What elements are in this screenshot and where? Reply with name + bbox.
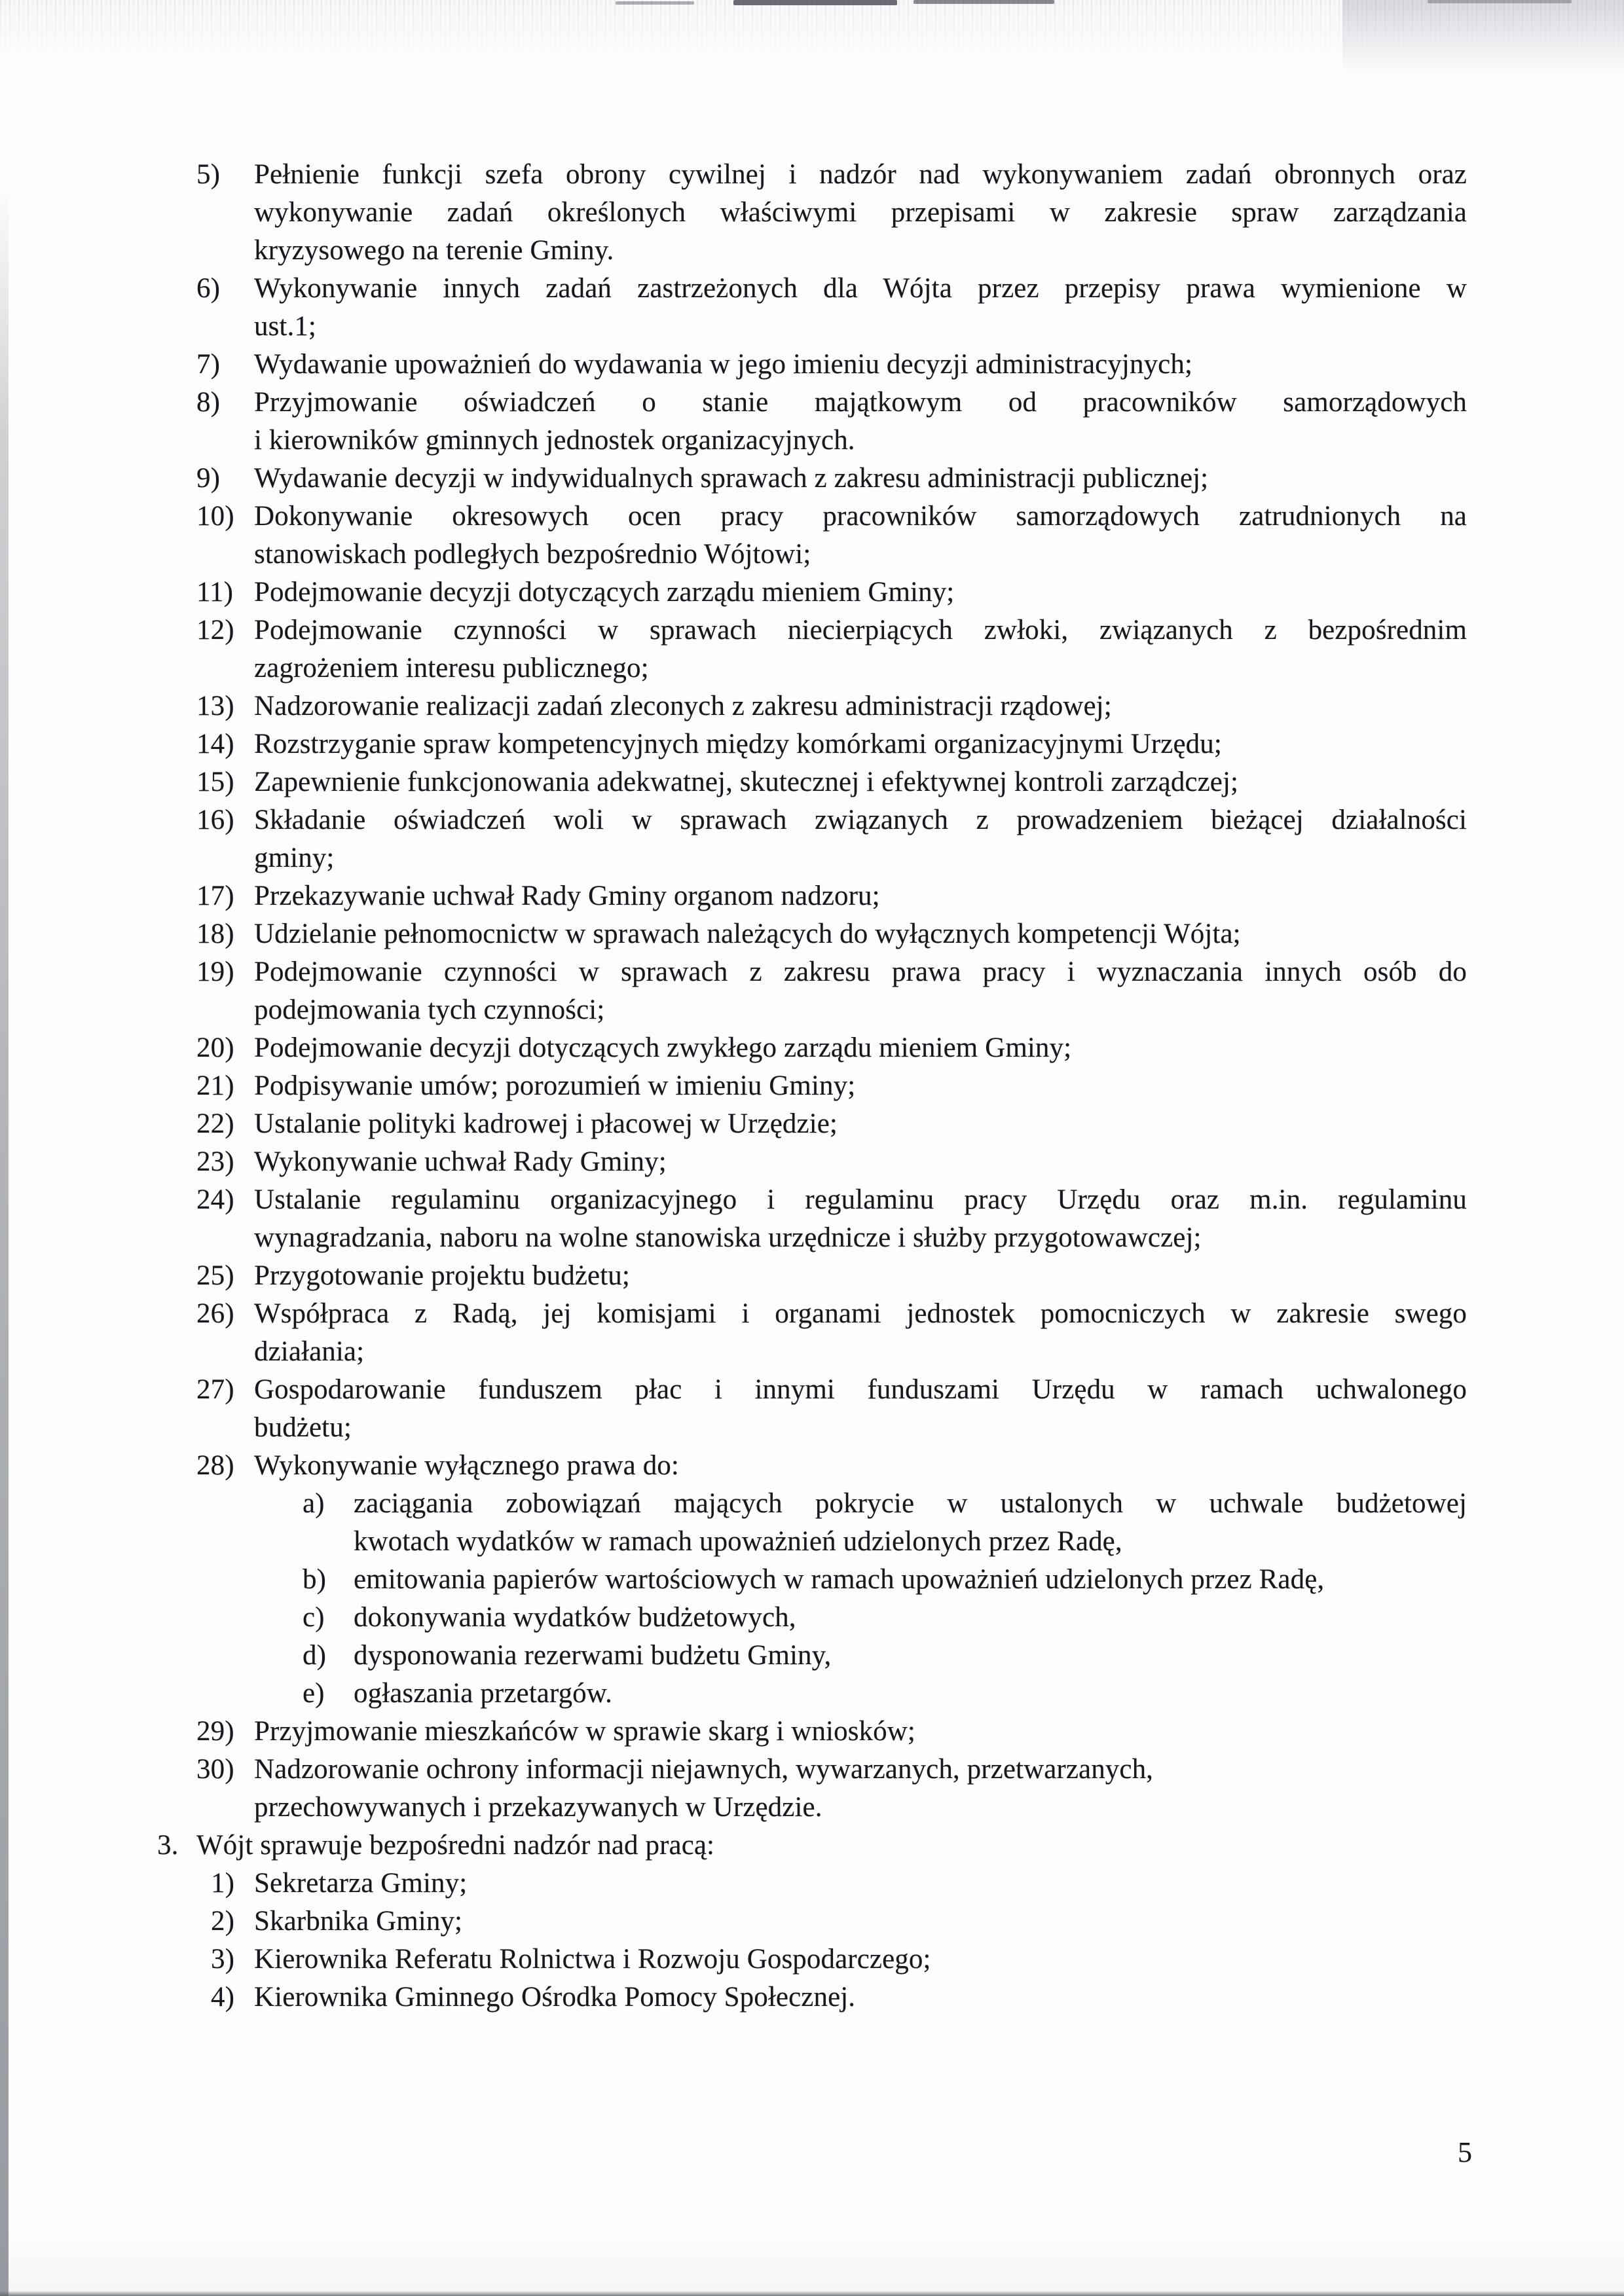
item-text: [254, 877, 1467, 915]
item-line: Kierownika Referatu Rolnictwa i Rozwoju Gospodarczego;: [254, 1944, 931, 1975]
item-line: Wydawanie decyzji w indywidualnych sprawach z zakresu administracji publicznej;: [254, 463, 1209, 494]
item-line: Udzielanie pełnomocnictw w sprawach należących do wyłącznych kompetencji Wójta;: [254, 919, 1241, 949]
item-marker: 6): [196, 273, 221, 304]
item-marker: 9): [196, 463, 221, 494]
item-text: [254, 1713, 1467, 1751]
item-text: [254, 1371, 1467, 1447]
item-text: [254, 1105, 1467, 1143]
scan-smudge: [913, 0, 1054, 4]
list-item: [0, 1941, 1467, 1978]
list-item: [0, 1713, 1467, 1751]
item-text: [254, 1257, 1467, 1295]
item-text: [254, 687, 1467, 725]
item-marker: 3.: [157, 1830, 179, 1861]
list-item: [0, 1903, 1467, 1941]
item-marker: 21): [196, 1070, 234, 1101]
list-item: [0, 1599, 1467, 1637]
item-line: dokonywania wydatków budżetowych,: [354, 1602, 796, 1633]
item-marker: 16): [196, 805, 234, 835]
item-line: ust.1;: [254, 311, 316, 342]
item-marker: c): [303, 1602, 325, 1633]
item-marker: 7): [196, 349, 221, 380]
item-text: [254, 725, 1467, 763]
list-item: [0, 725, 1467, 763]
item-line: Nadzorowanie ochrony informacji niejawnych, wywarzanych, przetwarzanych,: [254, 1754, 1154, 1785]
item-text: [354, 1599, 1467, 1637]
item-text: [354, 1675, 1467, 1713]
scan-shadow-top-right: [1342, 0, 1624, 75]
list-item: [0, 346, 1467, 384]
item-line: Podejmowanie decyzji dotyczących zwykłego zarządu mieniem Gminy;: [254, 1032, 1072, 1063]
item-line: Kierownika Gminnego Ośrodka Pomocy Społecznej.: [254, 1982, 856, 2013]
item-marker: 25): [196, 1260, 234, 1291]
item-text: [254, 346, 1467, 384]
item-line: Przekazywanie uchwał Rady Gminy organom nadzoru;: [254, 881, 880, 911]
item-line: zagrożeniem interesu publicznego;: [254, 653, 649, 683]
item-text: [254, 915, 1467, 953]
item-line: Podejmowanie czynności w sprawach niecierpiących zwłoki, związanych z bezpośrednim: [254, 615, 1467, 646]
item-marker: 8): [196, 387, 221, 418]
list-item: [0, 687, 1467, 725]
item-text: [254, 498, 1467, 574]
item-text: [254, 270, 1467, 346]
item-line: ogłaszania przetargów.: [354, 1678, 612, 1709]
item-text: [254, 1295, 1467, 1371]
item-line: emitowania papierów wartościowych w ramach upoważnień udzielonych przez Radę,: [354, 1564, 1325, 1595]
list-item: [0, 460, 1467, 498]
scan-edge-bottom: [0, 2291, 1624, 2296]
item-marker: 2): [211, 1906, 235, 1937]
duties-list: [0, 156, 1624, 2016]
list-item: [0, 611, 1467, 687]
item-marker: 13): [196, 691, 234, 721]
item-text: [354, 1485, 1467, 1561]
item-text: [354, 1561, 1467, 1599]
item-line: Podejmowanie decyzji dotyczących zarządu mieniem Gminy;: [254, 577, 955, 608]
item-line: Sekretarza Gminy;: [254, 1868, 468, 1899]
item-line: Skarbnika Gminy;: [254, 1906, 463, 1937]
item-line: kwotach wydatków w ramach upoważnień udzielonych przez Radę,: [354, 1526, 1122, 1557]
list-item: [0, 1561, 1467, 1599]
item-line: wykonywanie zadań określonych właściwymi przepisami w zakresie spraw zarządzania: [254, 197, 1467, 228]
list-item: [0, 1827, 1467, 1865]
list-item: [0, 498, 1467, 574]
list-item: [0, 915, 1467, 953]
list-item: [0, 1371, 1467, 1447]
item-marker: 10): [196, 501, 234, 532]
list-item: [0, 1751, 1467, 1827]
list-item: [0, 801, 1467, 877]
item-line: Wójt sprawuje bezpośredni nadzór nad pracą:: [196, 1830, 715, 1861]
item-line: dysponowania rezerwami budżetu Gminy,: [354, 1640, 832, 1671]
page-number: 5: [1458, 2136, 1472, 2168]
list-item: [0, 953, 1467, 1029]
item-line: Wydawanie upoważnień do wydawania w jego imieniu decyzji administracyjnych;: [254, 349, 1193, 380]
item-marker: 26): [196, 1298, 234, 1329]
item-marker: 28): [196, 1450, 234, 1481]
scan-smudge: [616, 1, 694, 5]
list-item: [0, 1978, 1467, 2016]
list-item: [0, 763, 1467, 801]
item-line: Ustalanie regulaminu organizacyjnego i regulaminu pracy Urzędu oraz m.in. regulaminu: [254, 1184, 1467, 1215]
item-marker: b): [303, 1564, 327, 1595]
item-line: Wykonywanie wyłącznego prawa do:: [254, 1450, 679, 1481]
scan-smudge: [733, 0, 897, 5]
item-marker: 22): [196, 1108, 234, 1139]
item-marker: a): [303, 1488, 325, 1519]
item-marker: 20): [196, 1032, 234, 1063]
item-text: [254, 1029, 1467, 1067]
item-marker: e): [303, 1678, 325, 1709]
item-text: [254, 156, 1467, 270]
item-text: [254, 1941, 1467, 1978]
item-text: [254, 574, 1467, 611]
item-line: Nadzorowanie realizacji zadań zleconych z zakresu administracji rządowej;: [254, 691, 1112, 721]
item-line: Rozstrzyganie spraw kompetencyjnych między komórkami organizacyjnymi Urzędu;: [254, 729, 1222, 759]
item-line: Wykonywanie innych zadań zastrzeżonych dla Wójta przez przepisy prawa wymienione w: [254, 273, 1467, 304]
item-line: Podejmowanie czynności w sprawach z zakresu prawa pracy i wyznaczania innych osób do: [254, 957, 1467, 987]
item-line: Podpisywanie umów; porozumień w imieniu Gminy;: [254, 1070, 856, 1101]
item-text: [254, 384, 1467, 460]
list-item: [0, 877, 1467, 915]
list-item: [0, 1143, 1467, 1181]
item-line: kryzysowego na terenie Gminy.: [254, 235, 614, 266]
item-line: Dokonywanie okresowych ocen pracy pracowników samorządowych zatrudnionych na: [254, 501, 1467, 532]
item-text: [254, 953, 1467, 1029]
list-item: [0, 1295, 1467, 1371]
item-line: stanowiskach podległych bezpośrednio Wójtowi;: [254, 539, 811, 570]
item-text: [254, 460, 1467, 498]
list-item: [0, 1865, 1467, 1903]
item-text: [254, 1903, 1467, 1941]
item-marker: 1): [211, 1868, 235, 1899]
item-line: Zapewnienie funkcjonowania adekwatnej, skutecznej i efektywnej kontroli zarządczej;: [254, 767, 1239, 797]
list-item: [0, 1447, 1467, 1485]
item-line: Ustalanie polityki kadrowej i płacowej w Urzędzie;: [254, 1108, 838, 1139]
list-item: [0, 1637, 1467, 1675]
item-marker: 19): [196, 957, 234, 987]
item-marker: 3): [211, 1944, 235, 1975]
item-line: gminy;: [254, 843, 335, 873]
item-line: Przyjmowanie oświadczeń o stanie majątkowym od pracowników samorządowych: [254, 387, 1467, 418]
list-item: [0, 1105, 1467, 1143]
item-line: budżetu;: [254, 1412, 352, 1443]
item-text: [254, 1143, 1467, 1181]
item-line: Składanie oświadczeń woli w sprawach związanych z prowadzeniem bieżącej działalności: [254, 805, 1467, 835]
item-line: Przygotowanie projektu budżetu;: [254, 1260, 630, 1291]
item-marker: d): [303, 1640, 327, 1671]
list-item: [0, 1675, 1467, 1713]
item-line: Współpraca z Radą, jej komisjami i organami jednostek pomocniczych w zakresie swego: [254, 1298, 1467, 1329]
item-line: działania;: [254, 1336, 365, 1367]
item-line: i kierowników gminnych jednostek organizacyjnych.: [254, 425, 855, 456]
item-marker: 4): [211, 1982, 235, 2013]
list-item: [0, 1257, 1467, 1295]
item-text: [254, 801, 1467, 877]
item-line: zaciągania zobowiązań mających pokrycie w ustalonych w uchwale budżetowej: [354, 1488, 1467, 1519]
list-item: [0, 384, 1467, 460]
item-marker: 14): [196, 729, 234, 759]
item-line: Gospodarowanie funduszem płac i innymi funduszami Urzędu w ramach uchwalonego: [254, 1374, 1467, 1405]
item-marker: 15): [196, 767, 234, 797]
list-item: [0, 1181, 1467, 1257]
item-line: przechowywanych i przekazywanych w Urzędzie.: [254, 1792, 822, 1823]
list-item: [0, 270, 1467, 346]
item-text: [254, 611, 1467, 687]
item-text: [254, 1978, 1467, 2016]
item-text: [254, 763, 1467, 801]
item-marker: 5): [196, 159, 221, 190]
item-text: [254, 1751, 1467, 1827]
list-item: [0, 574, 1467, 611]
item-marker: 17): [196, 881, 234, 911]
item-marker: 12): [196, 615, 234, 646]
list-item: [0, 1485, 1467, 1561]
item-text: [254, 1447, 1467, 1485]
item-line: wynagradzania, naboru na wolne stanowiska urzędnicze i służby przygotowawczej;: [254, 1222, 1202, 1253]
list-item: [0, 1029, 1467, 1067]
item-marker: 11): [196, 577, 234, 608]
scan-smudge: [1428, 0, 1572, 3]
item-marker: 18): [196, 919, 234, 949]
item-text: [254, 1181, 1467, 1257]
item-text: [354, 1637, 1467, 1675]
item-marker: 30): [196, 1754, 234, 1785]
item-marker: 27): [196, 1374, 234, 1405]
item-line: Wykonywanie uchwał Rady Gminy;: [254, 1146, 667, 1177]
item-marker: 29): [196, 1716, 234, 1747]
item-line: podejmowania tych czynności;: [254, 994, 605, 1025]
item-marker: 23): [196, 1146, 234, 1177]
item-text: [196, 1827, 1467, 1865]
item-text: [254, 1067, 1467, 1105]
item-line: Pełnienie funkcji szefa obrony cywilnej i nadzór nad wykonywaniem zadań obronnych oraz: [254, 159, 1467, 190]
item-text: [254, 1865, 1467, 1903]
list-item: [0, 1067, 1467, 1105]
list-item: [0, 156, 1467, 270]
item-line: Przyjmowanie mieszkańców w sprawie skarg i wniosków;: [254, 1716, 915, 1747]
item-marker: 24): [196, 1184, 234, 1215]
